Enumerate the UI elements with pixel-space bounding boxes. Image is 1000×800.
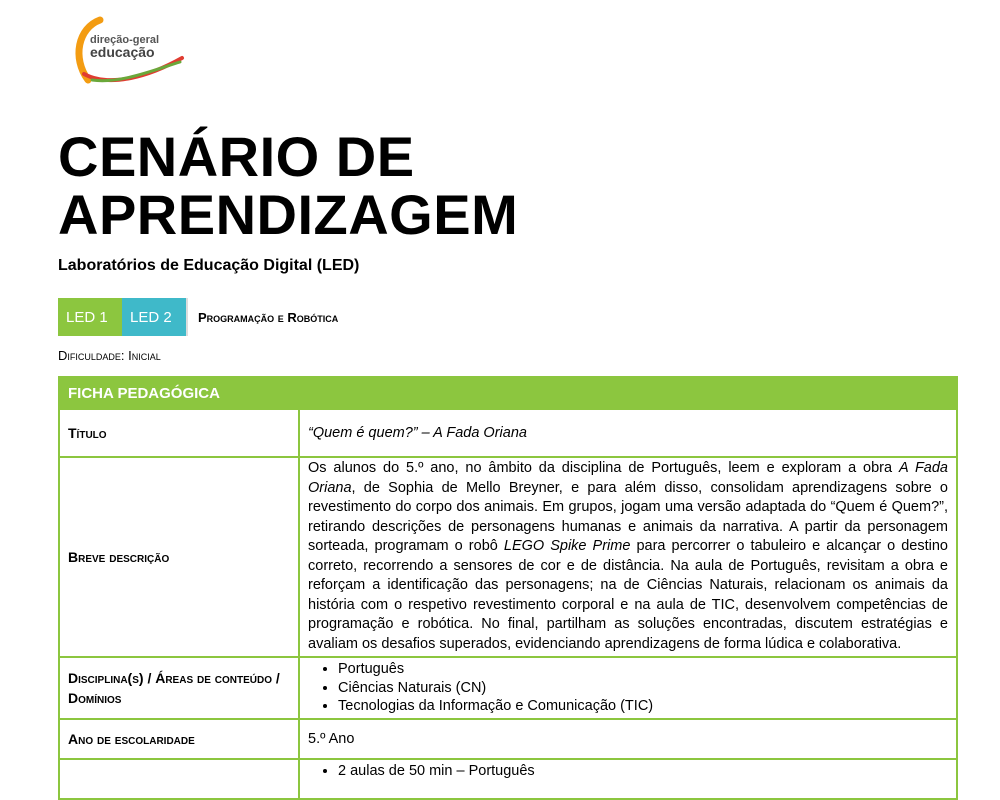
table-header: FICHA PEDAGÓGICA (59, 377, 957, 409)
robot-name: LEGO Spike Prime (503, 538, 631, 554)
year-label: Ano de escolaridade (59, 719, 299, 759)
description-text-1: Os alunos do 5.º ano, no âmbito da disciplina de Português, leem e exploram a obra (308, 460, 899, 476)
disciplines-list (308, 660, 948, 716)
area-label: Programação e Robótica (186, 298, 338, 336)
difficulty-label: Dificuldade: Inicial (58, 348, 161, 363)
book-title: A Fada Oriana (308, 460, 948, 496)
disciplines-label: Disciplina(s) / Áreas de conteúdo / Domínios (59, 657, 299, 719)
logo-line2: educação (90, 44, 155, 60)
sessions-list (308, 762, 948, 781)
list-item: • Ciências Naturais (CN) (338, 679, 948, 698)
title-line1: CENÁRIO DE (58, 125, 415, 188)
description-text-3: para percorrer o tabuleiro e alcançar o destino correto, recorrendo a sensores de cor e de distância. Na aula de Português, revisitam a obra e reforçam a identificação das personagens; na de Ciências Naturais, relacionam os animais da história com o respetivo revestimento corporal e na aula de TIC, desenvolvem competências de programação e robótica. No final, partilham as soluções encontradas, discutem estratégias e avaliam os desafios superados, evidenciando aprendizagens de forma lúdica e colaborativa. (308, 538, 948, 652)
subtitle: Laboratórios de Educação Digital (LED) (58, 257, 360, 274)
title-line2: APRENDIZAGEM (58, 183, 519, 246)
description-value (299, 457, 957, 657)
pedagogical-sheet-table (58, 376, 958, 800)
description-text-2: , de Sophia de Mello Breyner, e para além disso, consolidam aprendizagens sobre o revestimento do corpo dos animais. Em grupos, jogam uma versão adaptada do “Quem é Quem?”, retirando descrições de personagens humanas e animais da narrativa. A partir da personagem sorteada, programam o robô (308, 479, 948, 554)
description-label: Breve descrição (59, 457, 299, 657)
year-value: 5.º Ano (299, 719, 957, 759)
logo-line1: direção-geral (90, 34, 160, 46)
led1-badge: LED 1 (58, 298, 122, 336)
led2-badge: LED 2 (122, 298, 186, 336)
table-header-row (59, 377, 957, 409)
table-row (59, 457, 957, 657)
table-row (59, 719, 957, 759)
list-item: • 2 aulas de 50 min – Português (338, 762, 948, 781)
list-item: • Tecnologias da Informação e Comunicação (TIC) (338, 697, 948, 716)
table-row (59, 409, 957, 457)
sessions-label (59, 759, 299, 799)
list-item: • Português (338, 660, 948, 679)
dge-logo (70, 14, 190, 94)
led-badges (58, 298, 338, 336)
table-row (59, 759, 957, 799)
title-value: “Quem é quem?” – A Fada Oriana (299, 409, 957, 457)
page-title (58, 125, 519, 246)
disciplines-value (299, 657, 957, 719)
table-row (59, 657, 957, 719)
title-label: Título (59, 409, 299, 457)
sessions-value (299, 759, 957, 799)
